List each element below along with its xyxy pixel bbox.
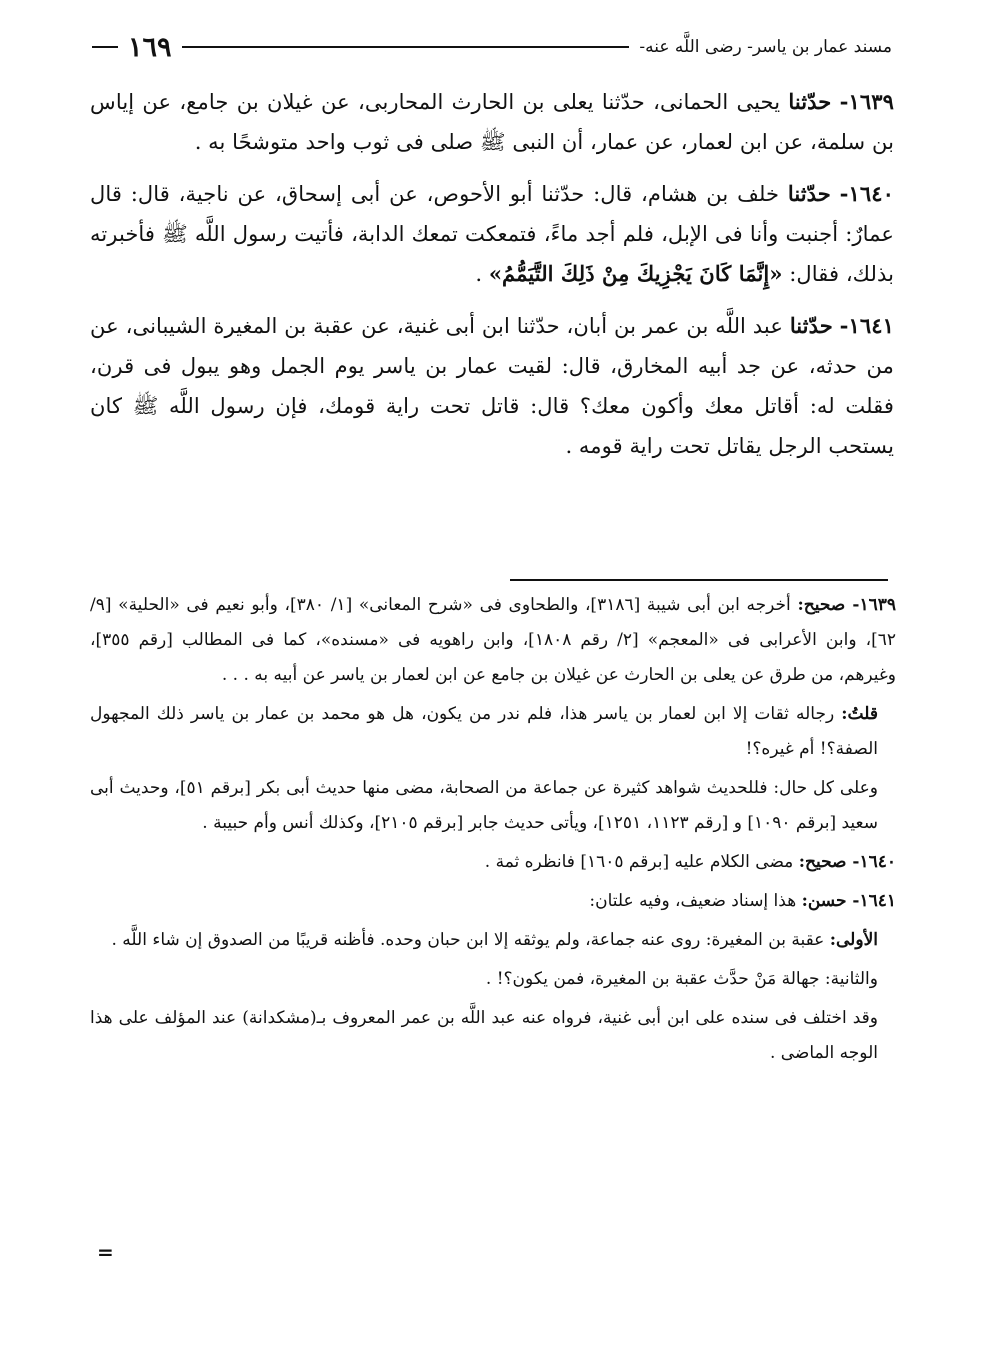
hadith-1640 bbox=[90, 174, 894, 294]
running-header bbox=[92, 22, 892, 72]
note-1639 bbox=[90, 588, 896, 693]
note-first-defect bbox=[90, 923, 896, 958]
hadith-lead: حدّثنا bbox=[787, 181, 831, 206]
hadith-number: ١٦٤٠- bbox=[839, 181, 894, 206]
note-second-defect bbox=[90, 962, 896, 997]
main-text bbox=[90, 82, 894, 478]
note-label: ١٦٤٠- صحيح: bbox=[798, 852, 896, 872]
note-text: وقد اختلف فى سنده على ابن أبى غنية، فرواه عنه عبد اللَّه بن عمر المعروف بـ(مشكدانة) عند المؤلف على هذا الوجه الماضى . bbox=[90, 1008, 878, 1063]
hadith-1641 bbox=[90, 306, 894, 466]
prophetic-quote: «إِنَّمَا كَانَ يَجْزِيكَ مِنْ ذَلِكَ التَّيَمُّمُ» bbox=[488, 261, 783, 286]
hadith-number: ١٦٤١- bbox=[839, 313, 894, 338]
note-text: مضى الكلام عليه [برقم ١٦٠٥] فانظره ثمة . bbox=[484, 852, 794, 872]
note-label: ١٦٤١- حسن: bbox=[801, 891, 896, 911]
hadith-text: خلف بن هشام، قال: حدّثنا أبو الأحوص، عن أبى إسحاق، عن ناجية، قال: قال عمارٌ: أجنبت وأنا فى الإبل، فلم أجد ماءً، فتمعكت تمعك الدابة، فأتيت رسول اللَّه ﷺ فأخبرته بذلك، فقال: bbox=[90, 181, 894, 286]
header-rule bbox=[182, 46, 630, 48]
note-ikhtilaf bbox=[90, 1001, 896, 1071]
page-number: ١٦٩ bbox=[128, 31, 172, 63]
hadith-lead: حدّثنا bbox=[788, 89, 832, 114]
note-label: قلتُ: bbox=[841, 704, 878, 724]
header-dash bbox=[92, 46, 118, 48]
hadith-text: يحيى الحمانى، حدّثنا يعلى بن الحارث المحاربى، عن غيلان بن جامع، عن إياس بن سلمة، عن ابن لعمار، عن عمار، أن النبى ﷺ صلى فى ثوب واحد متوشحًا به . bbox=[90, 89, 894, 154]
note-label: الأولى: bbox=[829, 930, 878, 950]
hadith-lead: حدّثنا bbox=[789, 313, 833, 338]
note-text: هذا إسناد ضعيف، وفيه علتان: bbox=[589, 891, 797, 911]
note-1641 bbox=[90, 884, 896, 919]
note-shawahid bbox=[90, 771, 896, 841]
hadith-tail: . bbox=[475, 261, 489, 286]
note-text: والثانية: جهالة مَنْ حدَّث عقبة بن المغيرة، فمن يكون؟! . bbox=[485, 969, 878, 989]
note-text: أخرجه ابن أبى شيبة [٣١٨٦]، والطحاوى فى «شرح المعانى» [١/ ٣٨٠]، وأبو نعيم فى «الحلية» [٩/ ٦٢]، وابن الأعرابى فى «المعجم» [٢/ رقم ١٨٠٨]، وابن راهويه فى «مسنده»، كما فى المطالب [رقم ٣٥٥]، وغيرهم، من طرق عن يعلى بن الحارث عن غيلان بن جامع عن ابن لعمار بن ياسر عن أبيه به . . . bbox=[90, 595, 896, 685]
note-text: رجاله ثقات إلا ابن لعمار بن ياسر هذا، فلم ندر من يكون، هل هو محمد بن عمار بن ياسر ذلك المجهول الصفة؟! أم غيره؟! bbox=[90, 704, 878, 759]
hadith-number: ١٦٣٩- bbox=[839, 89, 894, 114]
hadith-text: عبد اللَّه بن عمر بن أبان، حدّثنا ابن أبى غنية، عن عقبة بن المغيرة الشيبانى، عن من حدثه، عن جد أبيه المخارق، قال: لقيت عمار بن ياسر يوم الجمل وهو يبول فى قرن، فقلت له: أقاتل معك وأكون معك؟ قال: قاتل تحت راية قومك، فإن رسول اللَّه ﷺ كان يستحب الرجل يقاتل تحت راية قومه . bbox=[90, 313, 894, 458]
header-title: مسند عمار بن ياسر- رضى اللَّه عنه- bbox=[639, 37, 892, 57]
note-qultu bbox=[90, 697, 896, 767]
note-text: وعلى كل حال: فللحديث شواهد كثيرة عن جماعة من الصحابة، مضى منها حديث أبى بكر [برقم ٥١]، وحديث أبى سعيد [برقم ١٠٩٠] و [رقم ١١٢٣، ١٢٥١]، ويأتى حديث جابر [برقم ٢١٠٥]، وكذلك أنس وأم حبيبة . bbox=[90, 778, 878, 833]
hadith-1639 bbox=[90, 82, 894, 162]
footnote-separator bbox=[510, 579, 888, 581]
note-text: عقبة بن المغيرة: روى عنه جماعة، ولم يوثقه إلا ابن حبان وحده. فأظنه قريبًا من الصدوق إن شاء اللَّه . bbox=[111, 930, 825, 950]
continuation-mark: = bbox=[97, 1240, 114, 1264]
note-label: ١٦٣٩- صحيح: bbox=[797, 595, 897, 615]
note-1640 bbox=[90, 845, 896, 880]
footnotes bbox=[90, 588, 896, 1075]
